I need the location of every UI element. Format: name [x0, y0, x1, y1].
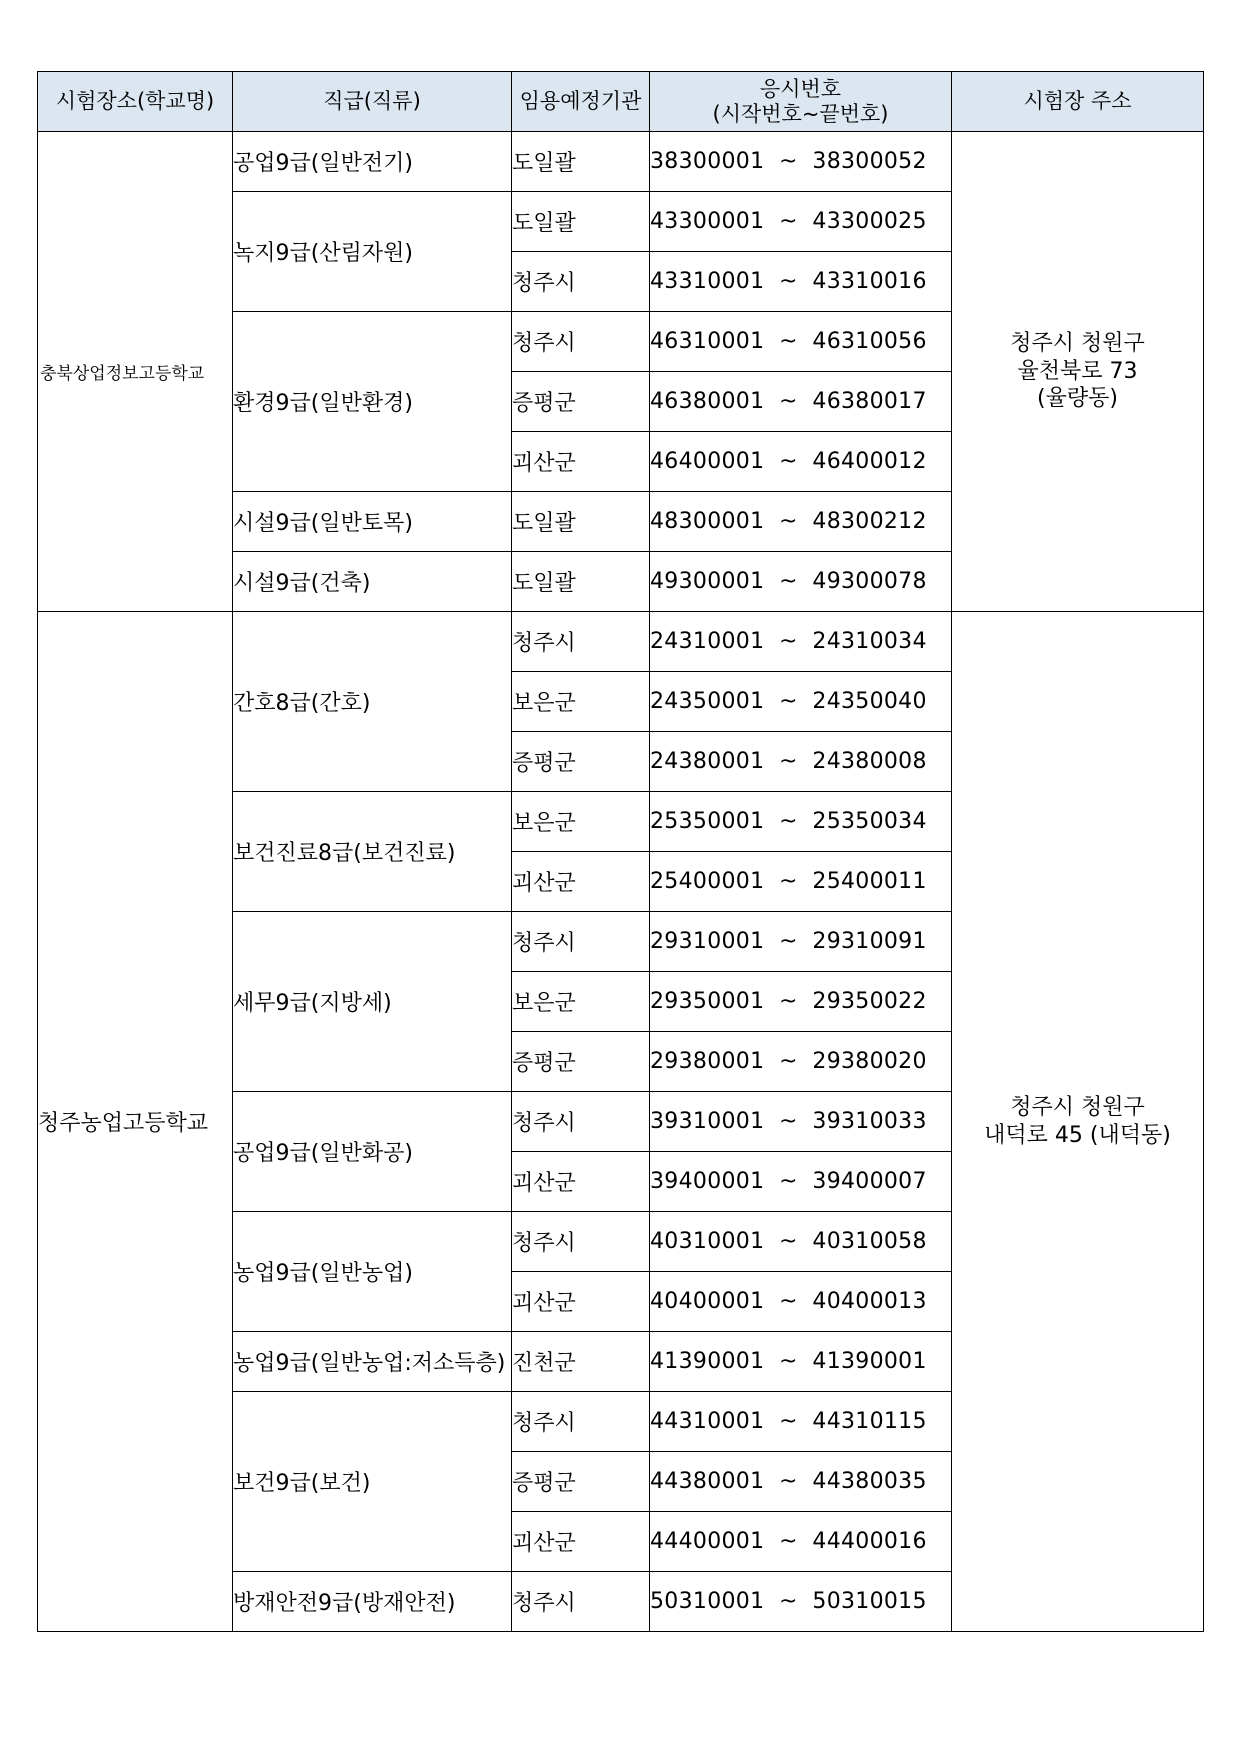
appointing-agency: 청주시: [512, 1572, 650, 1632]
end-number: 25350034: [812, 809, 927, 834]
appointing-agency: 청주시: [512, 912, 650, 972]
end-number: 49300078: [812, 569, 927, 594]
end-number: 40310058: [812, 1229, 927, 1254]
start-number: 25400001: [650, 869, 765, 894]
exam-number-range: [650, 372, 952, 432]
address-line: 청주시 청원구: [1010, 1095, 1145, 1120]
table-body: [38, 132, 1204, 1632]
end-number: 39400007: [812, 1169, 927, 1194]
range-separator: ~: [779, 689, 798, 714]
exam-number-range: [650, 732, 952, 792]
end-number: 50310015: [812, 1589, 927, 1614]
start-number: 39310001: [650, 1109, 765, 1134]
exam-number-range: [650, 552, 952, 612]
range-separator: ~: [779, 1049, 798, 1074]
start-number: 44400001: [650, 1529, 765, 1554]
start-number: 29350001: [650, 989, 765, 1014]
appointing-agency: 증평군: [512, 1452, 650, 1512]
exam-number-range: [650, 492, 952, 552]
end-number: 29350022: [812, 989, 927, 1014]
grade-name: 시설9급(일반토목): [233, 492, 512, 552]
start-number: 49300001: [650, 569, 765, 594]
grade-name: 환경9급(일반환경): [233, 312, 512, 492]
exam-number-range: [650, 792, 952, 852]
appointing-agency: 청주시: [512, 1392, 650, 1452]
start-number: 43310001: [650, 269, 765, 294]
appointing-agency: 도일괄: [512, 192, 650, 252]
end-number: 41390001: [812, 1349, 927, 1374]
exam-number-range: [650, 432, 952, 492]
range-separator: ~: [779, 329, 798, 354]
appointing-agency: 도일괄: [512, 132, 650, 192]
start-number: 44380001: [650, 1469, 765, 1494]
grade-name: 농업9급(일반농업:저소득층): [233, 1332, 512, 1392]
range-separator: ~: [779, 1169, 798, 1194]
appointing-agency: 증평군: [512, 1032, 650, 1092]
exam-number-range: [650, 132, 952, 192]
appointing-agency: 증평군: [512, 732, 650, 792]
exam-number-range: [650, 1032, 952, 1092]
start-number: 44310001: [650, 1409, 765, 1434]
exam-number-range: [650, 852, 952, 912]
start-number: 46310001: [650, 329, 765, 354]
appointing-agency: 청주시: [512, 312, 650, 372]
header-grade: 직급(직류): [233, 72, 512, 132]
exam-number-range: [650, 1272, 952, 1332]
end-number: 46400012: [812, 449, 927, 474]
address-line: (율량동): [1037, 386, 1118, 412]
start-number: 48300001: [650, 509, 765, 534]
end-number: 43310016: [812, 269, 927, 294]
header-number-line1: 응시번호: [759, 77, 842, 102]
exam-number-range: [650, 912, 952, 972]
end-number: 25400011: [812, 869, 927, 894]
end-number: 24380008: [812, 749, 927, 774]
end-number: 39310033: [812, 1109, 927, 1134]
range-separator: ~: [779, 389, 798, 414]
range-separator: ~: [779, 869, 798, 894]
exam-number-range: [650, 1392, 952, 1452]
end-number: 48300212: [812, 509, 927, 534]
appointing-agency: 도일괄: [512, 492, 650, 552]
header-agency: 임용예정기관: [512, 72, 650, 132]
appointing-agency: 보은군: [512, 792, 650, 852]
end-number: 40400013: [812, 1289, 927, 1314]
range-separator: ~: [779, 929, 798, 954]
address-line: 내덕로 45 (내덕동): [984, 1122, 1171, 1148]
range-separator: ~: [779, 629, 798, 654]
range-separator: ~: [779, 749, 798, 774]
end-number: 46380017: [812, 389, 927, 414]
exam-site-table: [37, 71, 1204, 1632]
exam-number-range: [650, 672, 952, 732]
grade-name: 공업9급(일반화공): [233, 1092, 512, 1212]
address-line: 청주시 청원구: [1010, 331, 1145, 357]
appointing-agency: 청주시: [512, 1212, 650, 1272]
range-separator: ~: [779, 149, 798, 174]
range-separator: ~: [779, 1589, 798, 1614]
end-number: 38300052: [812, 149, 927, 174]
appointing-agency: 청주시: [512, 612, 650, 672]
address-line: 율천북로 73: [1017, 358, 1138, 384]
range-separator: ~: [779, 269, 798, 294]
start-number: 29380001: [650, 1049, 765, 1074]
end-number: 46310056: [812, 329, 927, 354]
range-separator: ~: [779, 1529, 798, 1554]
appointing-agency: 괴산군: [512, 1152, 650, 1212]
grade-name: 간호8급(간호): [233, 612, 512, 792]
appointing-agency: 청주시: [512, 1092, 650, 1152]
range-separator: ~: [779, 1469, 798, 1494]
start-number: 29310001: [650, 929, 765, 954]
grade-name: 보건진료8급(보건진료): [233, 792, 512, 912]
grade-name: 세무9급(지방세): [233, 912, 512, 1092]
exam-site-name: 청주농업고등학교: [38, 612, 233, 1632]
range-separator: ~: [779, 569, 798, 594]
grade-name: 보건9급(보건): [233, 1392, 512, 1572]
exam-number-range: [650, 1152, 952, 1212]
header-number-line2: (시작번호~끝번호): [712, 101, 889, 126]
grade-name: 방재안전9급(방재안전): [233, 1572, 512, 1632]
range-separator: ~: [779, 1229, 798, 1254]
appointing-agency: 괴산군: [512, 852, 650, 912]
start-number: 24310001: [650, 629, 765, 654]
range-separator: ~: [779, 509, 798, 534]
table-header-row: [38, 72, 1204, 132]
table-row: [38, 132, 1204, 192]
exam-number-range: [650, 252, 952, 312]
end-number: 44400016: [812, 1529, 927, 1554]
start-number: 40310001: [650, 1229, 765, 1254]
exam-number-range: [650, 1212, 952, 1272]
start-number: 43300001: [650, 209, 765, 234]
appointing-agency: 괴산군: [512, 1512, 650, 1572]
exam-site-name: 충북상업정보고등학교: [38, 132, 233, 612]
end-number: 24350040: [812, 689, 927, 714]
end-number: 44380035: [812, 1469, 927, 1494]
header-address: 시험장 주소: [952, 72, 1204, 132]
exam-number-range: [650, 1512, 952, 1572]
exam-number-range: [650, 612, 952, 672]
grade-name: 공업9급(일반전기): [233, 132, 512, 192]
start-number: 38300001: [650, 149, 765, 174]
range-separator: ~: [779, 1409, 798, 1434]
appointing-agency: 보은군: [512, 672, 650, 732]
exam-number-range: [650, 1092, 952, 1152]
start-number: 24350001: [650, 689, 765, 714]
exam-number-range: [650, 192, 952, 252]
grade-name: 녹지9급(산림자원): [233, 192, 512, 312]
range-separator: ~: [779, 449, 798, 474]
end-number: 29380020: [812, 1049, 927, 1074]
start-number: 46400001: [650, 449, 765, 474]
table-row: [38, 612, 1204, 672]
start-number: 25350001: [650, 809, 765, 834]
exam-site-address: [952, 612, 1204, 1632]
exam-number-range: [650, 1452, 952, 1512]
grade-name: 시설9급(건축): [233, 552, 512, 612]
header-site: 시험장소(학교명): [38, 72, 233, 132]
range-separator: ~: [779, 989, 798, 1014]
end-number: 24310034: [812, 629, 927, 654]
range-separator: ~: [779, 1289, 798, 1314]
range-separator: ~: [779, 209, 798, 234]
exam-number-range: [650, 1572, 952, 1632]
exam-number-range: [650, 312, 952, 372]
range-separator: ~: [779, 1349, 798, 1374]
grade-name: 농업9급(일반농업): [233, 1212, 512, 1332]
exam-site-address: [952, 132, 1204, 612]
appointing-agency: 증평군: [512, 372, 650, 432]
exam-number-range: [650, 972, 952, 1032]
appointing-agency: 괴산군: [512, 1272, 650, 1332]
appointing-agency: 괴산군: [512, 432, 650, 492]
end-number: 44310115: [812, 1409, 927, 1434]
header-number: [650, 72, 952, 132]
range-separator: ~: [779, 809, 798, 834]
end-number: 43300025: [812, 209, 927, 234]
start-number: 40400001: [650, 1289, 765, 1314]
start-number: 50310001: [650, 1589, 765, 1614]
appointing-agency: 도일괄: [512, 552, 650, 612]
end-number: 29310091: [812, 929, 927, 954]
range-separator: ~: [779, 1109, 798, 1134]
start-number: 41390001: [650, 1349, 765, 1374]
appointing-agency: 청주시: [512, 252, 650, 312]
start-number: 39400001: [650, 1169, 765, 1194]
appointing-agency: 진천군: [512, 1332, 650, 1392]
exam-number-range: [650, 1332, 952, 1392]
appointing-agency: 보은군: [512, 972, 650, 1032]
start-number: 24380001: [650, 749, 765, 774]
start-number: 46380001: [650, 389, 765, 414]
